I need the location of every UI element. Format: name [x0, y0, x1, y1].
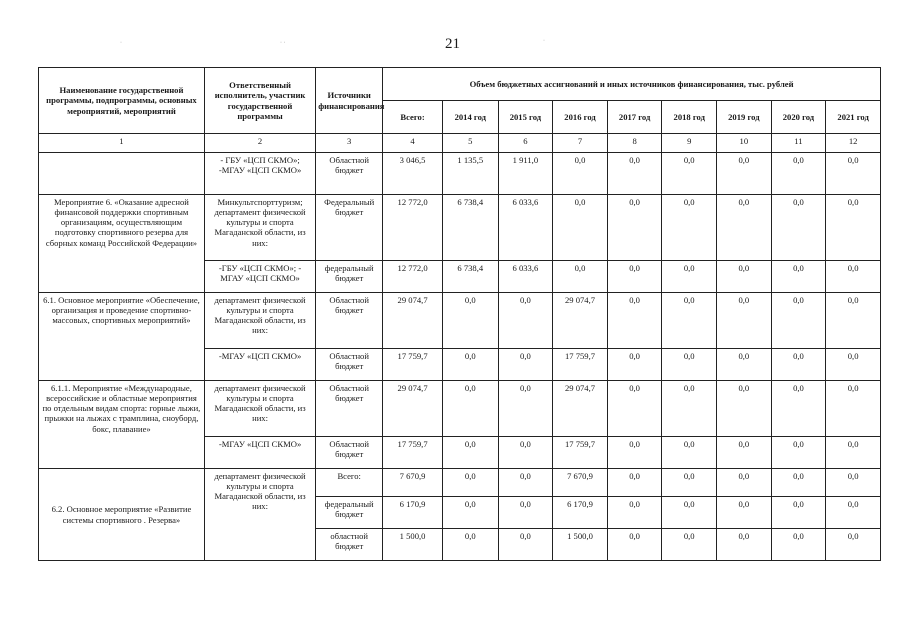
- value-cell: 0,0: [717, 469, 772, 497]
- value-cell: 0,0: [442, 529, 498, 561]
- header-year: 2015 год: [498, 101, 553, 134]
- value-cell: 0,0: [498, 381, 553, 437]
- value-cell: 0,0: [607, 497, 662, 529]
- column-number: 5: [442, 134, 498, 153]
- value-cell: 0,0: [607, 349, 662, 381]
- value-cell: 1 135,5: [442, 153, 498, 195]
- value-cell: 0,0: [717, 261, 772, 293]
- value-cell: 29 074,7: [383, 293, 443, 349]
- value-cell: 0,0: [826, 529, 881, 561]
- responsible-cell: - ГБУ «ЦСП СКМО»; -МГАУ «ЦСП СКМО»: [204, 153, 315, 195]
- value-cell: 0,0: [607, 195, 662, 261]
- scan-speck: ·: [543, 38, 545, 44]
- page-number: 21: [445, 36, 460, 52]
- header-year: 2018 год: [662, 101, 717, 134]
- value-cell: 0,0: [662, 529, 717, 561]
- value-cell: 0,0: [662, 469, 717, 497]
- value-cell: 0,0: [662, 437, 717, 469]
- value-cell: 0,0: [826, 195, 881, 261]
- value-cell: 0,0: [826, 381, 881, 437]
- column-number: 11: [771, 134, 826, 153]
- responsible-cell: -МГАУ «ЦСП СКМО»: [204, 349, 315, 381]
- source-cell: областной бюджет: [316, 529, 383, 561]
- header-year: 2014 год: [442, 101, 498, 134]
- column-number: 4: [383, 134, 443, 153]
- source-cell: федеральный бюджет: [316, 261, 383, 293]
- value-cell: 0,0: [442, 437, 498, 469]
- value-cell: 0,0: [717, 497, 772, 529]
- value-cell: 0,0: [607, 261, 662, 293]
- value-cell: 7 670,9: [553, 469, 608, 497]
- value-cell: 0,0: [442, 381, 498, 437]
- value-cell: 0,0: [771, 437, 826, 469]
- table-row: [39, 195, 881, 261]
- value-cell: 0,0: [717, 381, 772, 437]
- value-cell: 6 170,9: [383, 497, 443, 529]
- column-number: 2: [204, 134, 315, 153]
- value-cell: 29 074,7: [553, 381, 608, 437]
- value-cell: 0,0: [826, 153, 881, 195]
- source-cell: Федеральный бюджет: [316, 195, 383, 261]
- value-cell: 0,0: [826, 497, 881, 529]
- table-row: [39, 153, 881, 195]
- responsible-cell: -МГАУ «ЦСП СКМО»: [204, 437, 315, 469]
- column-number: 3: [316, 134, 383, 153]
- value-cell: 0,0: [498, 293, 553, 349]
- value-cell: 7 670,9: [383, 469, 443, 497]
- value-cell: 0,0: [553, 153, 608, 195]
- responsible-cell: департамент физической культуры и спорта Магаданской области, из них:: [204, 381, 315, 437]
- responsible-cell: Минкультспорттуризм; департамент физической культуры и спорта Магаданской области, из них:: [204, 195, 315, 261]
- header-year: 2017 год: [607, 101, 662, 134]
- source-cell: Областной бюджет: [316, 437, 383, 469]
- value-cell: 0,0: [771, 293, 826, 349]
- value-cell: 0,0: [553, 195, 608, 261]
- value-cell: 17 759,7: [553, 437, 608, 469]
- value-cell: 0,0: [607, 529, 662, 561]
- value-cell: 0,0: [771, 381, 826, 437]
- table-row: [39, 469, 881, 497]
- value-cell: 0,0: [717, 195, 772, 261]
- column-number: 10: [717, 134, 772, 153]
- value-cell: 12 772,0: [383, 261, 443, 293]
- value-cell: 0,0: [607, 293, 662, 349]
- measure-name-cell: [39, 153, 205, 195]
- value-cell: 0,0: [442, 349, 498, 381]
- value-cell: 0,0: [771, 497, 826, 529]
- responsible-cell: департамент физической культуры и спорта Магаданской области, из них:: [204, 469, 315, 561]
- column-number: 9: [662, 134, 717, 153]
- value-cell: 0,0: [498, 437, 553, 469]
- source-cell: Областной бюджет: [316, 153, 383, 195]
- column-number: 6: [498, 134, 553, 153]
- value-cell: 0,0: [498, 497, 553, 529]
- value-cell: 0,0: [662, 293, 717, 349]
- value-cell: 6 170,9: [553, 497, 608, 529]
- value-cell: 0,0: [442, 469, 498, 497]
- measure-name-cell: 6.1.1. Мероприятие «Международные, всероссийские и областные мероприятия по отдельным видам спорта: горные лыжи, прыжки на лыжах с трамплина, сноуборд, бокс, плавание»: [39, 381, 205, 469]
- value-cell: 6 033,6: [498, 261, 553, 293]
- budget-table: [38, 67, 881, 561]
- scan-speck: ·: [120, 40, 122, 46]
- value-cell: 12 772,0: [383, 195, 443, 261]
- value-cell: 3 046,5: [383, 153, 443, 195]
- value-cell: 0,0: [771, 261, 826, 293]
- header-year: 2016 год: [553, 101, 608, 134]
- value-cell: 6 738,4: [442, 261, 498, 293]
- source-cell: Областной бюджет: [316, 293, 383, 349]
- value-cell: 6 033,6: [498, 195, 553, 261]
- header-year: 2020 год: [771, 101, 826, 134]
- value-cell: 17 759,7: [383, 349, 443, 381]
- value-cell: 0,0: [607, 437, 662, 469]
- column-number: 7: [553, 134, 608, 153]
- value-cell: 0,0: [607, 469, 662, 497]
- measure-name-cell: Мероприятие 6. «Оказание адресной финансовой поддержки спортивным организациям, осуществляющим подготовку спортивного резерва для сборных команд Российской Федерации»: [39, 195, 205, 293]
- scan-speck: · ·: [280, 40, 286, 46]
- header-sources: Источники финансирования: [316, 68, 383, 134]
- source-cell: Всего:: [316, 469, 383, 497]
- measure-name-cell: 6.2. Основное мероприятие «Развитие системы спортивного . Резерва»: [39, 469, 205, 561]
- value-cell: 0,0: [662, 153, 717, 195]
- value-cell: 0,0: [442, 497, 498, 529]
- value-cell: 0,0: [662, 497, 717, 529]
- value-cell: 1 500,0: [383, 529, 443, 561]
- column-number: 1: [39, 134, 205, 153]
- header-responsible: Ответственный исполнитель, участник государственной программы: [204, 68, 315, 134]
- header-volume: Объем бюджетных ассигнований и иных источников финансирования, тыс. рублей: [383, 68, 881, 101]
- value-cell: 0,0: [717, 153, 772, 195]
- value-cell: 0,0: [662, 349, 717, 381]
- measure-name-cell: 6.1. Основное мероприятие «Обеспечение, организация и проведение спортивно-массовых, спортивных мероприятий»: [39, 293, 205, 381]
- value-cell: 0,0: [607, 153, 662, 195]
- value-cell: 29 074,7: [383, 381, 443, 437]
- value-cell: 1 500,0: [553, 529, 608, 561]
- value-cell: 0,0: [498, 349, 553, 381]
- value-cell: 0,0: [662, 195, 717, 261]
- responsible-cell: -ГБУ «ЦСП СКМО»; - МГАУ «ЦСП СКМО»: [204, 261, 315, 293]
- value-cell: 0,0: [717, 349, 772, 381]
- value-cell: 1 911,0: [498, 153, 553, 195]
- header-year: 2021 год: [826, 101, 881, 134]
- header-year: 2019 год: [717, 101, 772, 134]
- value-cell: 17 759,7: [553, 349, 608, 381]
- table-row: [39, 381, 881, 437]
- value-cell: 6 738,4: [442, 195, 498, 261]
- header-name: Наименование государственной программы, подпрограммы, основных мероприятий, мероприятий: [39, 68, 205, 134]
- value-cell: 0,0: [442, 293, 498, 349]
- column-number: 12: [826, 134, 881, 153]
- value-cell: 0,0: [771, 153, 826, 195]
- header-year: Всего:: [383, 101, 443, 134]
- value-cell: 0,0: [771, 529, 826, 561]
- value-cell: 0,0: [607, 381, 662, 437]
- value-cell: 0,0: [717, 529, 772, 561]
- value-cell: 0,0: [662, 261, 717, 293]
- value-cell: 0,0: [771, 195, 826, 261]
- column-number: 8: [607, 134, 662, 153]
- source-cell: Областной бюджет: [316, 349, 383, 381]
- value-cell: 29 074,7: [553, 293, 608, 349]
- column-number-row: [39, 134, 881, 153]
- value-cell: 0,0: [826, 437, 881, 469]
- value-cell: 17 759,7: [383, 437, 443, 469]
- value-cell: 0,0: [498, 469, 553, 497]
- value-cell: 0,0: [771, 469, 826, 497]
- value-cell: 0,0: [717, 293, 772, 349]
- value-cell: 0,0: [826, 293, 881, 349]
- value-cell: 0,0: [553, 261, 608, 293]
- source-cell: Областной бюджет: [316, 381, 383, 437]
- value-cell: 0,0: [662, 381, 717, 437]
- value-cell: 0,0: [826, 469, 881, 497]
- table-row: [39, 293, 881, 349]
- value-cell: 0,0: [498, 529, 553, 561]
- responsible-cell: департамент физической культуры и спорта Магаданской области, из них:: [204, 293, 315, 349]
- value-cell: 0,0: [717, 437, 772, 469]
- value-cell: 0,0: [826, 261, 881, 293]
- value-cell: 0,0: [826, 349, 881, 381]
- value-cell: 0,0: [771, 349, 826, 381]
- source-cell: федеральный бюджет: [316, 497, 383, 529]
